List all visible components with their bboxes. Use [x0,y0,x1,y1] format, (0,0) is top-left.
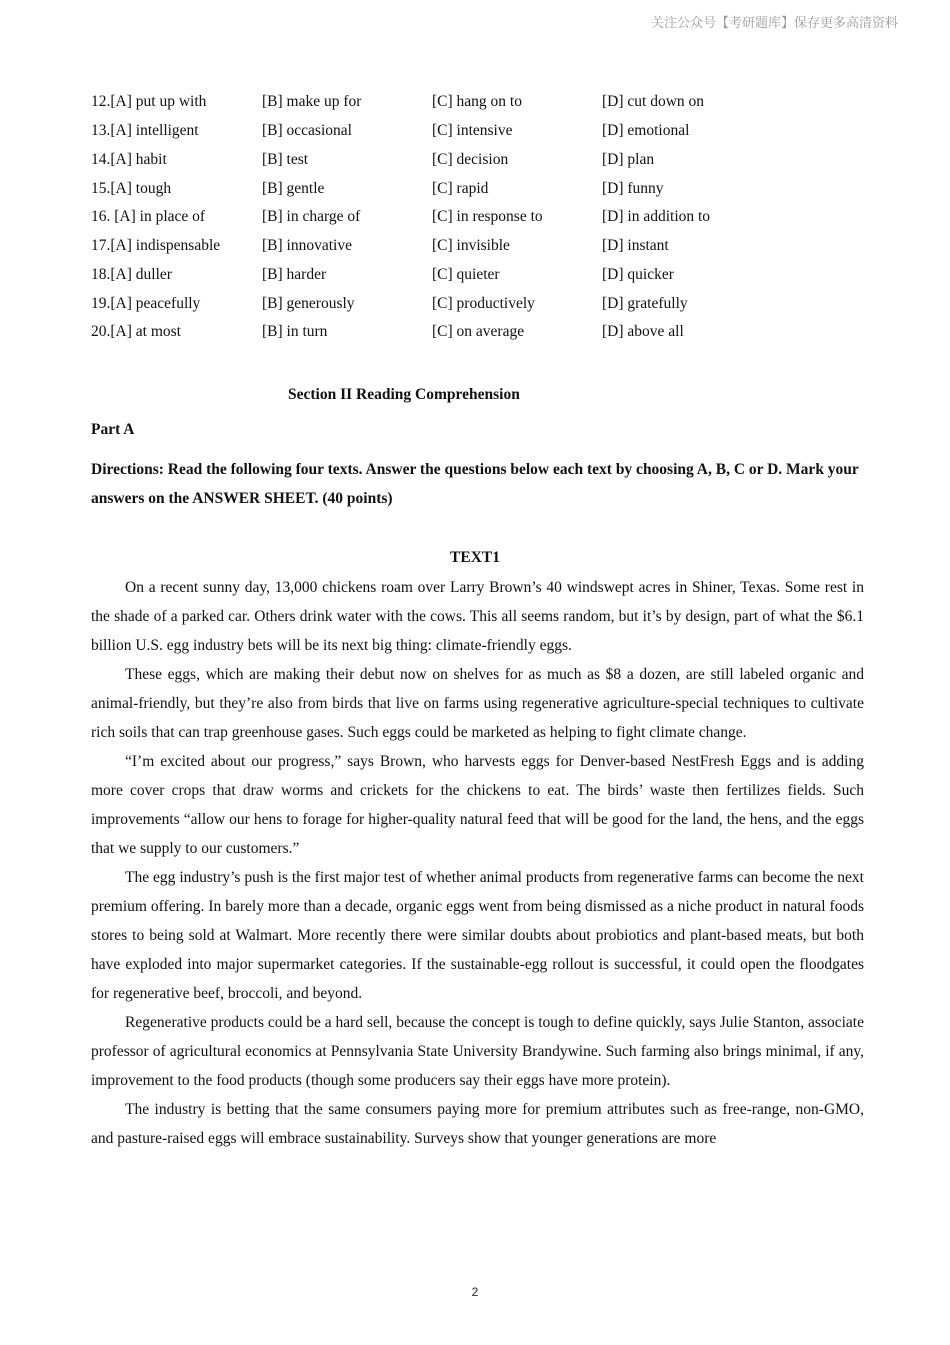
option-d: [D] plan [602,150,655,168]
option-b: [B] test [262,150,309,168]
paragraph: Regenerative products could be a hard sell, because the concept is tough to define quickly, says Julie Stanton, associate professor of agricultural economics at Pennsylvania State University Brandywine. Such farming also brings minimal, if any, improvement to the food products (though some producers say their eggs have more protein). [91,1014,864,1089]
section-title: Section II Reading Comprehension [288,386,520,403]
option-row [91,174,851,203]
option-a: 16. [A] in place of [91,208,206,226]
option-c: [C] in response to [432,208,543,226]
option-row [91,261,851,290]
option-c: [C] hang on to [432,93,522,111]
option-a: 15.[A] tough [91,179,172,197]
option-d: [D] in addition to [602,208,711,226]
option-d: [D] quicker [602,265,674,283]
option-d: [D] instant [602,237,669,255]
option-row [91,318,851,347]
option-c: [C] intensive [432,122,513,140]
option-a: 12.[A] put up with [91,93,207,111]
option-d: [D] cut down on [602,93,705,111]
option-b: [B] make up for [262,93,362,111]
watermark-text: 关注公众号【考研题库】保存更多高清资料 [650,16,898,31]
paragraph: The egg industry’s push is the first major test of whether animal products from regenerative farms can become the next premium offering. In barely more than a decade, organic eggs went from being dismissed as a niche product in natural foods stores to being sold at Walmart. More recently there were similar doubts about probiotics and plant-based meats, but both have exploded into major supermarket categories. If the sustainable-egg rollout is successful, it could open the floodgates for regenerative beef, broccoli, and beyond. [91,869,864,1002]
option-b: [B] in turn [262,323,328,341]
paragraph: “I’m excited about our progress,” says Brown, who harvests eggs for Denver-based NestFresh Eggs and is adding more cover crops that draw worms and crickets for the chickens to eat. The birds’ waste then fertilizes fields. Such improvements “allow our hens to forage for higher-quality natural feed that will be good for the land, the hens, and the eggs that we supply to our customers.” [91,753,864,857]
part-label: Part A [91,421,135,438]
option-b: [B] gentle [262,179,325,197]
option-b: [B] innovative [262,237,352,255]
paragraph: The industry is betting that the same consumers paying more for premium attributes such as free-range, non-GMO, and pasture-raised eggs will embrace sustainability. Surveys show that younger generations are more [91,1101,864,1147]
text-title: TEXT1 [450,549,500,566]
option-a: 14.[A] habit [91,150,167,168]
option-b: [B] occasional [262,122,352,140]
option-a: 19.[A] peacefully [91,294,201,312]
option-b: [B] in charge of [262,208,361,226]
option-a: 20.[A] at most [91,323,181,341]
option-b: [B] harder [262,265,327,283]
option-a: 18.[A] duller [91,265,172,283]
paragraph: On a recent sunny day, 13,000 chickens roam over Larry Brown’s 40 windswept acres in Shiner, Texas. Some rest in the shade of a parked car. Others drink water with the cows. This all seems random, but it’s by design, part of what the $6.1 billion U.S. egg industry bets will be its next big thing: climate-friendly eggs. [91,579,864,654]
option-c: [C] decision [432,150,509,168]
option-row [91,88,851,117]
option-c: [C] invisible [432,237,510,255]
option-row [91,203,851,232]
answer-options-table [91,88,851,347]
option-b: [B] generously [262,294,355,312]
option-d: [D] gratefully [602,294,688,312]
option-c: [C] on average [432,323,525,341]
option-row [91,232,851,261]
option-row [91,117,851,146]
option-a: 17.[A] indispensable [91,237,221,255]
paragraph: These eggs, which are making their debut now on shelves for as much as $8 a dozen, are still labeled organic and animal-friendly, but they’re also from birds that live on farms using regenerative agriculture-special techniques to cultivate rich soils that can trap greenhouse gases. Such eggs could be marketed as helping to fight climate change. [91,666,864,741]
option-row [91,289,851,318]
option-c: [C] rapid [432,179,489,197]
option-d: [D] funny [602,179,664,197]
directions-text: Directions: Read the following four texts. Answer the questions below each text by choosing A, B, C or D. Mark your answers on the ANSWER SHEET. (40 points) [91,461,859,507]
option-d: [D] emotional [602,122,690,140]
option-c: [C] quieter [432,265,500,283]
passage-body [91,573,864,1153]
page-number: 2 [471,1285,479,1299]
option-a: 13.[A] intelligent [91,122,199,140]
option-row [91,146,851,175]
option-c: [C] productively [432,294,535,312]
option-d: [D] above all [602,323,684,341]
